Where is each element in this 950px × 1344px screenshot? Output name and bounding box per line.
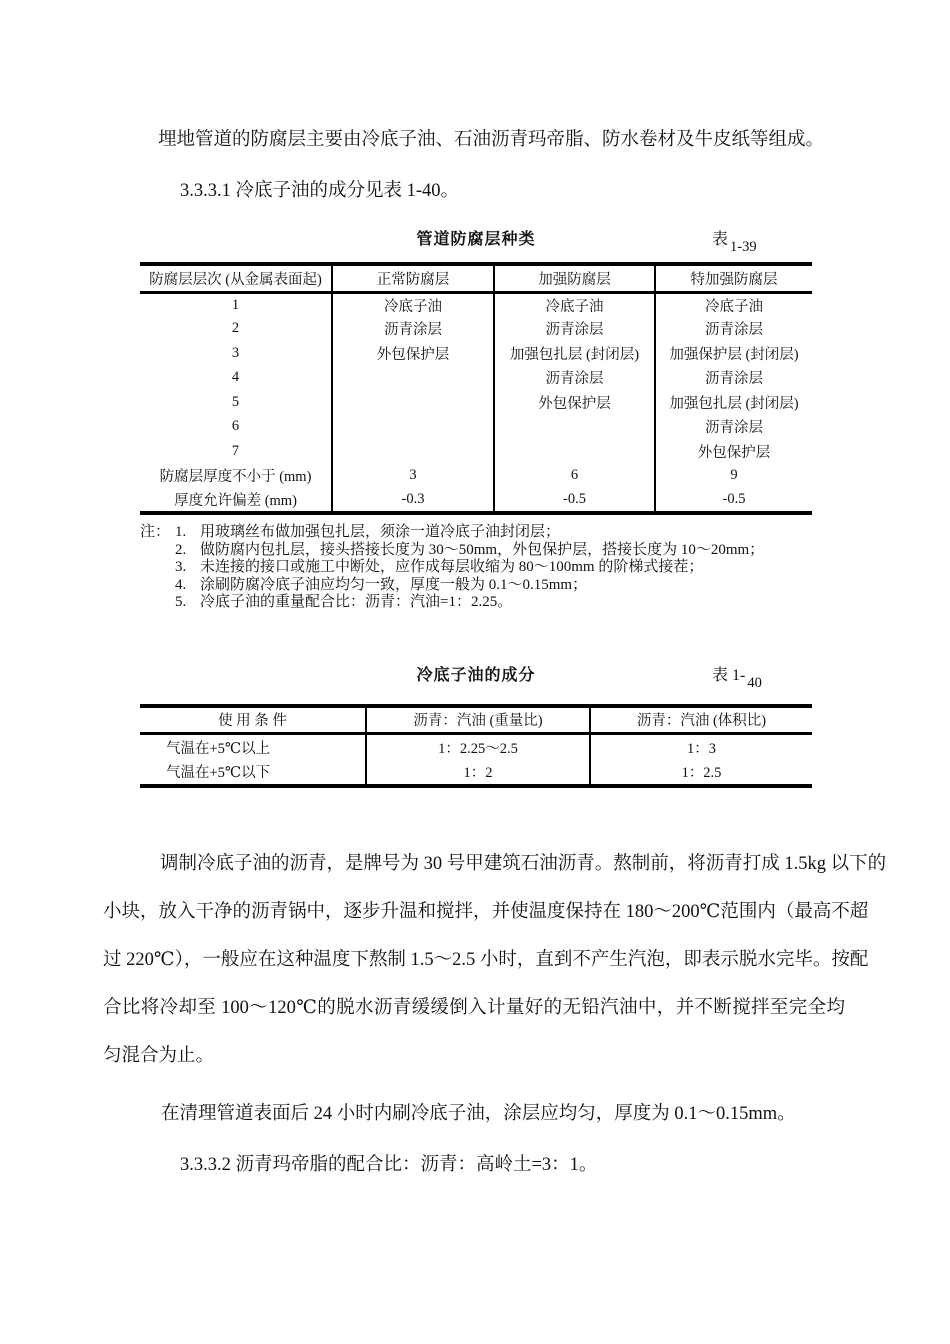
table-cell: 6 <box>231 418 240 435</box>
note-item <box>175 577 830 595</box>
section-3331-heading: 3.3.3.1 冷底子油的成分见表 1-40。 <box>180 181 460 201</box>
note-text: 用玻璃丝布做加强包扎层，须涂一道冷底子油封闭层； <box>200 524 561 540</box>
table-1-40 <box>140 704 812 788</box>
table-cell: 沥青涂层 <box>494 317 655 342</box>
table-header-row <box>140 706 812 733</box>
table-cell: 加强保护层 (封闭层) <box>655 341 812 366</box>
table-cell: 冷底子油 <box>332 292 494 317</box>
note-number: 4. <box>175 576 187 593</box>
column-header: 沥青：汽油 (体积比) <box>590 706 812 733</box>
note-text: 冷底子油的重量配合比：沥青：汽油=1：2.25。 <box>200 594 513 611</box>
table-caption-text: 管道防腐层种类 <box>416 231 536 248</box>
column-header: 沥青：汽油 (重量比) <box>366 706 590 733</box>
note-item <box>175 594 830 612</box>
table-cell: 沥青涂层 <box>655 415 812 440</box>
table-row <box>140 488 812 513</box>
table-cell: 外包保护层 <box>494 390 655 415</box>
note-text: 涂刷防腐冷底子油应均匀一致，厚度一般为 0.1～0.15mm； <box>200 576 588 593</box>
table-cell <box>494 415 655 440</box>
table-cell: 5 <box>231 393 240 410</box>
table-cell: 厚度允许偏差 (mm) <box>174 492 297 509</box>
table-cell: -0.5 <box>655 488 812 513</box>
note-item <box>175 524 830 542</box>
note-number: 5. <box>175 594 187 611</box>
paragraph-line: 调制冷底子油的沥青，是牌号为 30 号甲建筑石油沥青。熬制前，将沥青打成 1.5kg 以下的 <box>160 854 887 874</box>
table-cell: 沥青涂层 <box>655 366 812 391</box>
table-cell: 外包保护层 <box>332 341 494 366</box>
table-cell: 1：2.5 <box>590 760 812 787</box>
table-cell: 加强包扎层 (封闭层) <box>494 341 655 366</box>
note-number: 1. <box>175 524 187 540</box>
table-1-39-label: 表 1-39 <box>712 231 757 255</box>
column-header: 特加强防腐层 <box>655 264 812 292</box>
table-cell: -0.3 <box>332 488 494 513</box>
table-1-40-caption <box>140 662 812 694</box>
table-cell: 气温在+5℃以上 <box>166 740 271 757</box>
table-cell <box>332 390 494 415</box>
table-label-subscript: 1-39 <box>730 239 757 255</box>
table-row <box>140 760 812 787</box>
note-text: 未连接的接口或施工中断处，应作成每层收缩为 80～100mm 的阶梯式接茬； <box>200 559 704 576</box>
table-cell: 气温在+5℃以下 <box>166 765 271 782</box>
table-row <box>140 415 812 440</box>
table-caption-text: 冷底子油的成分 <box>416 667 536 684</box>
table-cell <box>494 439 655 464</box>
column-header: 使 用 条 件 <box>218 713 287 730</box>
table-cell: 1：2.25～2.5 <box>366 733 590 760</box>
table-cell <box>332 366 494 391</box>
table-cell: 加强包扎层 (封闭层) <box>655 390 812 415</box>
paragraph-line: 匀混合为止。 <box>103 1046 215 1066</box>
paragraph-line: 小块，放入干净的沥青锅中，逐步升温和搅拌，并使温度保持在 180～200℃范围内（最高不超 <box>103 902 869 922</box>
table-cell: 3 <box>332 464 494 489</box>
column-header: 加强防腐层 <box>494 264 655 292</box>
table-cell: -0.5 <box>494 488 655 513</box>
table-cell: 6 <box>494 464 655 489</box>
note-item <box>175 559 830 577</box>
table-cell: 1：3 <box>590 733 812 760</box>
table-1-39-caption <box>140 226 812 258</box>
table-row <box>140 366 812 391</box>
column-header: 防腐层层次 (从金属表面起) <box>149 271 322 288</box>
table-cell <box>332 415 494 440</box>
table-header-row <box>140 264 812 292</box>
table-cell <box>332 439 494 464</box>
note-number: 3. <box>175 559 187 576</box>
table-cell: 冷底子油 <box>494 292 655 317</box>
table-label-subscript: 40 <box>747 675 762 691</box>
paragraph-line: 合比将冷却至 100～120℃的脱水沥青缓缓倒入计量好的无铅汽油中，并不断搅拌至完全均 <box>103 998 845 1018</box>
table-cell: 防腐层厚度不小于 (mm) <box>159 469 312 486</box>
table-cell: 沥青涂层 <box>494 366 655 391</box>
table-cell: 1 <box>231 296 240 313</box>
table-notes <box>140 524 830 612</box>
intro-paragraph: 埋地管道的防腐层主要由冷底子油、石油沥青玛帝脂、防水卷材及牛皮纸等组成。 <box>158 130 825 150</box>
note-items <box>175 524 830 612</box>
table-row <box>140 390 812 415</box>
table-cell: 沥青涂层 <box>655 317 812 342</box>
table-row <box>140 439 812 464</box>
table-cell: 7 <box>231 442 240 459</box>
table-row <box>140 341 812 366</box>
table-cell: 3 <box>231 344 240 361</box>
table-cell: 沥青涂层 <box>332 317 494 342</box>
table-cell: 2 <box>231 320 240 337</box>
preparation-paragraph <box>103 840 887 1080</box>
note-text: 做防腐内包扎层，接头搭接长度为 30～50mm，外包保护层，搭接长度为 10～20mm； <box>200 541 765 558</box>
table-cell: 冷底子油 <box>655 292 812 317</box>
notes-label: 注： <box>140 524 171 540</box>
table-row <box>140 292 812 317</box>
table-row <box>140 317 812 342</box>
column-header: 正常防腐层 <box>332 264 494 292</box>
table-cell: 外包保护层 <box>655 439 812 464</box>
table-cell: 1：2 <box>366 760 590 787</box>
table-row <box>140 464 812 489</box>
paragraph-line: 过 220℃），一般应在这种温度下熬制 1.5～2.5 小时，直到不产生汽泡，即表示脱水完毕。按配 <box>103 950 869 970</box>
table-1-40-label: 表 1- 40 <box>712 667 762 691</box>
table-row <box>140 733 812 760</box>
brushing-paragraph: 在清理管道表面后 24 小时内刷冷底子油，涂层应均匀，厚度为 0.1～0.15mm。 <box>161 1104 796 1124</box>
table-1-39 <box>140 262 812 515</box>
section-3332-heading: 3.3.3.2 沥青玛帝脂的配合比：沥青：高岭土=3：1。 <box>180 1155 598 1175</box>
table-cell: 9 <box>655 464 812 489</box>
table-cell: 4 <box>231 369 240 386</box>
note-item <box>175 542 830 560</box>
note-number: 2. <box>175 541 187 558</box>
